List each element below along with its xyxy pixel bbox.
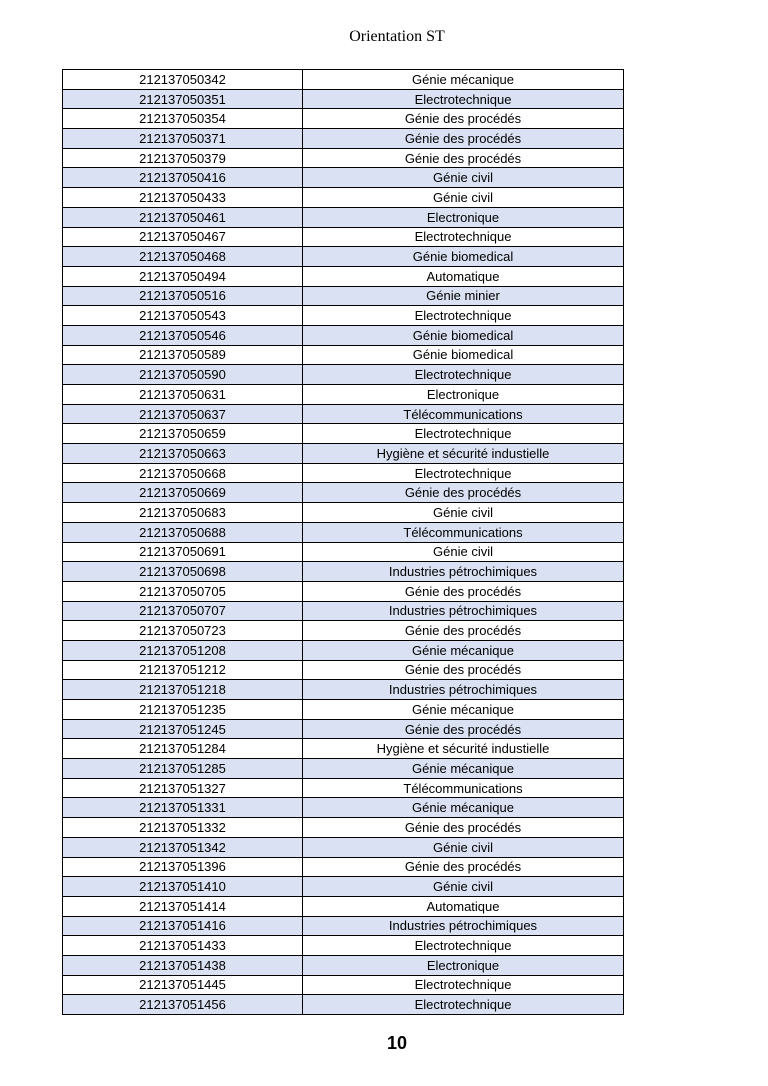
table-row [63,286,624,306]
specialty-cell: Automatique [303,266,624,286]
student-id-cell: 212137050354 [63,109,303,129]
student-id-cell: 212137050683 [63,503,303,523]
specialty-cell: Télécommunications [303,404,624,424]
specialty-cell: Génie des procédés [303,109,624,129]
student-id-cell: 212137050379 [63,148,303,168]
specialty-cell: Electrotechnique [303,463,624,483]
orientation-table [62,69,624,1015]
table-body [63,70,624,1015]
student-id-cell: 212137050467 [63,227,303,247]
specialty-cell: Industries pétrochimiques [303,916,624,936]
student-id-cell: 212137051218 [63,680,303,700]
table-row [63,188,624,208]
student-id-cell: 212137051327 [63,778,303,798]
table-row [63,837,624,857]
specialty-cell: Génie des procédés [303,818,624,838]
student-id-cell: 212137051245 [63,719,303,739]
student-id-cell: 212137050543 [63,306,303,326]
student-id-cell: 212137050371 [63,129,303,149]
student-id-cell: 212137051342 [63,837,303,857]
student-id-cell: 212137051416 [63,916,303,936]
specialty-cell: Génie mécanique [303,70,624,90]
student-id-cell: 212137050494 [63,266,303,286]
student-id-cell: 212137050698 [63,562,303,582]
specialty-cell: Hygiène et sécurité industielle [303,739,624,759]
specialty-cell: Génie biomedical [303,345,624,365]
student-id-cell: 212137051433 [63,936,303,956]
specialty-cell: Génie biomedical [303,325,624,345]
table-row [63,936,624,956]
student-id-cell: 212137050516 [63,286,303,306]
student-id-cell: 212137051396 [63,857,303,877]
student-id-cell: 212137050589 [63,345,303,365]
table-row [63,562,624,582]
specialty-cell: Electrotechnique [303,227,624,247]
specialty-cell: Industries pétrochimiques [303,680,624,700]
student-id-cell: 212137051284 [63,739,303,759]
student-id-cell: 212137050416 [63,168,303,188]
student-id-cell: 212137050669 [63,483,303,503]
specialty-cell: Electrotechnique [303,975,624,995]
table-row [63,483,624,503]
specialty-cell: Génie des procédés [303,719,624,739]
table-row [63,207,624,227]
specialty-cell: Génie des procédés [303,148,624,168]
specialty-cell: Electrotechnique [303,89,624,109]
table-row [63,325,624,345]
specialty-cell: Electronique [303,385,624,405]
specialty-cell: Génie civil [303,188,624,208]
specialty-cell: Génie mécanique [303,700,624,720]
student-id-cell: 212137051212 [63,660,303,680]
student-id-cell: 212137050637 [63,404,303,424]
table-row [63,266,624,286]
table-row [63,778,624,798]
specialty-cell: Génie civil [303,837,624,857]
table-row [63,640,624,660]
table-row [63,719,624,739]
specialty-cell: Hygiène et sécurité industielle [303,444,624,464]
specialty-cell: Electrotechnique [303,936,624,956]
table-row [63,857,624,877]
specialty-cell: Génie des procédés [303,621,624,641]
table-row [63,306,624,326]
student-id-cell: 212137050546 [63,325,303,345]
student-id-cell: 212137051332 [63,818,303,838]
student-id-cell: 212137050433 [63,188,303,208]
table-row [63,129,624,149]
specialty-cell: Electrotechnique [303,306,624,326]
specialty-cell: Electronique [303,207,624,227]
specialty-cell: Electrotechnique [303,424,624,444]
specialty-cell: Génie mécanique [303,759,624,779]
page-number: 10 [386,1033,408,1053]
page-title: Orientation ST [349,28,445,45]
table-row [63,365,624,385]
specialty-cell: Génie civil [303,503,624,523]
table-row [63,660,624,680]
specialty-cell: Industries pétrochimiques [303,601,624,621]
table-row [63,345,624,365]
specialty-cell: Télécommunications [303,778,624,798]
table-row [63,818,624,838]
table-row [63,680,624,700]
specialty-cell: Génie biomedical [303,247,624,267]
table-row [63,444,624,464]
specialty-cell: Electrotechnique [303,995,624,1015]
table-row [63,975,624,995]
student-id-cell: 212137050705 [63,581,303,601]
table-row [63,109,624,129]
student-id-cell: 212137051445 [63,975,303,995]
table-row [63,227,624,247]
student-id-cell: 212137050468 [63,247,303,267]
student-id-cell: 212137051456 [63,995,303,1015]
table-row [63,877,624,897]
specialty-cell: Génie civil [303,542,624,562]
student-id-cell: 212137051208 [63,640,303,660]
table-row [63,503,624,523]
table-row [63,148,624,168]
specialty-cell: Génie mécanique [303,798,624,818]
student-id-cell: 212137050723 [63,621,303,641]
specialty-cell: Génie des procédés [303,483,624,503]
student-id-cell: 212137050351 [63,89,303,109]
specialty-cell: Electronique [303,955,624,975]
table-row [63,522,624,542]
table-row [63,581,624,601]
table-row [63,896,624,916]
table-row [63,89,624,109]
student-id-cell: 212137050688 [63,522,303,542]
table-row [63,700,624,720]
student-id-cell: 212137050461 [63,207,303,227]
student-id-cell: 212137051410 [63,877,303,897]
student-id-cell: 212137050663 [63,444,303,464]
student-id-cell: 212137050707 [63,601,303,621]
specialty-cell: Télécommunications [303,522,624,542]
table-row [63,916,624,936]
student-id-cell: 212137051438 [63,955,303,975]
specialty-cell: Automatique [303,896,624,916]
specialty-cell: Génie des procédés [303,660,624,680]
table-row [63,168,624,188]
specialty-cell: Génie civil [303,168,624,188]
specialty-cell: Industries pétrochimiques [303,562,624,582]
table-row [63,739,624,759]
table-row [63,995,624,1015]
student-id-cell: 212137051331 [63,798,303,818]
student-id-cell: 212137050590 [63,365,303,385]
table-row [63,385,624,405]
student-id-cell: 212137050691 [63,542,303,562]
specialty-cell: Génie minier [303,286,624,306]
table-row [63,759,624,779]
specialty-cell: Génie civil [303,877,624,897]
table-row [63,621,624,641]
specialty-cell: Electrotechnique [303,365,624,385]
specialty-cell: Génie des procédés [303,129,624,149]
student-id-cell: 212137051414 [63,896,303,916]
table-row [63,463,624,483]
table-row [63,542,624,562]
table-row [63,247,624,267]
student-id-cell: 212137050342 [63,70,303,90]
student-id-cell: 212137051285 [63,759,303,779]
specialty-cell: Génie des procédés [303,857,624,877]
table-row [63,70,624,90]
table-row [63,404,624,424]
table-row [63,424,624,444]
table-row [63,601,624,621]
student-id-cell: 212137051235 [63,700,303,720]
specialty-cell: Génie mécanique [303,640,624,660]
specialty-cell: Génie des procédés [303,581,624,601]
student-id-cell: 212137050668 [63,463,303,483]
table-row [63,798,624,818]
table-row [63,955,624,975]
student-id-cell: 212137050631 [63,385,303,405]
student-id-cell: 212137050659 [63,424,303,444]
